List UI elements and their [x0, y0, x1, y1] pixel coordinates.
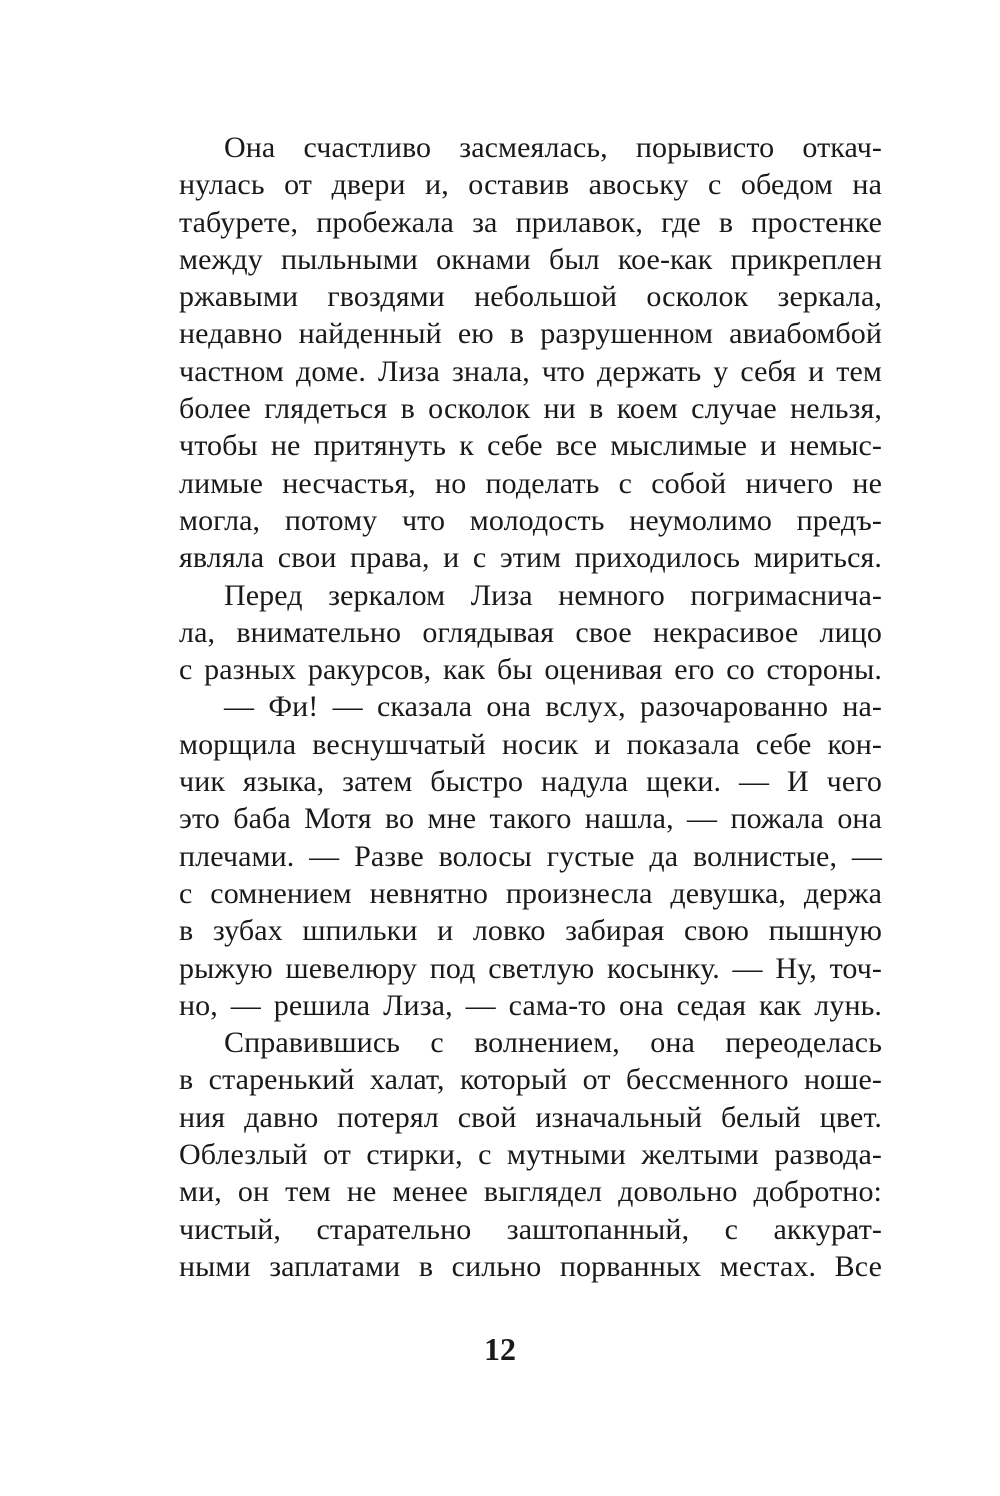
text-line: ными заплатами в сильно порванных местах. Все	[179, 1249, 882, 1283]
text-line: чтобы не притянуть к себе все мыслимые и немыс-	[179, 429, 882, 463]
text-line: это баба Мотя во мне такого нашла, — пожала она	[179, 802, 882, 836]
text-line: табурете, пробежала за прилавок, где в простенке	[179, 205, 882, 239]
text-line: с разных ракурсов, как бы оценивая его со стороны.	[179, 653, 882, 687]
text-line: частном доме. Лиза знала, что держать у себя и тем	[179, 354, 882, 388]
text-line: Облезлый от стирки, с мутными желтыми развода-	[179, 1138, 882, 1172]
body-text	[179, 129, 882, 1285]
text-line: являла свои права, и с этим приходилось мириться.	[179, 541, 882, 575]
text-line: — Фи! — сказала она вслух, разочарованно на-	[224, 690, 882, 724]
text-line: чистый, старательно заштопанный, с аккурат-	[179, 1212, 882, 1246]
text-line: могла, потому что молодость неумолимо предъ-	[179, 503, 882, 537]
text-line: но, — решила Лиза, — сама-то она седая как лунь.	[179, 988, 882, 1022]
text-line: Перед зеркалом Лиза немного погримаснича-	[224, 578, 882, 612]
text-line: недавно найденный ею в разрушенном авиабомбой	[179, 317, 882, 351]
text-line: между пыльными окнами был кое-как прикреплен	[179, 242, 882, 276]
text-line: Она счастливо засмеялась, порывисто откач-	[224, 131, 882, 164]
text-line: плечами. — Разве волосы густые да волнистые, —	[179, 839, 882, 873]
text-line: Справившись с волнением, она переоделась	[224, 1026, 882, 1060]
text-line: более глядеться в осколок ни в коем случае нельзя,	[179, 392, 882, 426]
text-line: чик языка, затем быстро надула щеки. — И чего	[179, 765, 882, 799]
text-line: с сомнением невнятно произнесла девушка, держа	[179, 876, 882, 910]
text-line: в старенький халат, который от бессменного ноше-	[179, 1063, 882, 1097]
text-line: ржавыми гвоздями небольшой осколок зеркала,	[179, 280, 882, 314]
text-line: лимые несчастья, но поделать с собой ничего не	[179, 466, 882, 500]
text-line: морщила веснушчатый носик и показала себе кон-	[179, 727, 882, 761]
text-line: ния давно потерял свой изначальный белый цвет.	[179, 1100, 882, 1134]
text-line: ми, он тем не менее выглядел довольно добротно:	[179, 1175, 882, 1209]
text-line: ла, внимательно оглядывая свое некрасивое лицо	[179, 615, 882, 649]
text-line: в зубах шпильки и ловко забирая свою пышную	[179, 914, 882, 948]
page-number: 12	[484, 1331, 516, 1367]
text-line: рыжую шевелюру под светлую косынку. — Ну, точ-	[179, 951, 882, 985]
text-line: нулась от двери и, оставив авоську с обедом на	[179, 168, 882, 202]
